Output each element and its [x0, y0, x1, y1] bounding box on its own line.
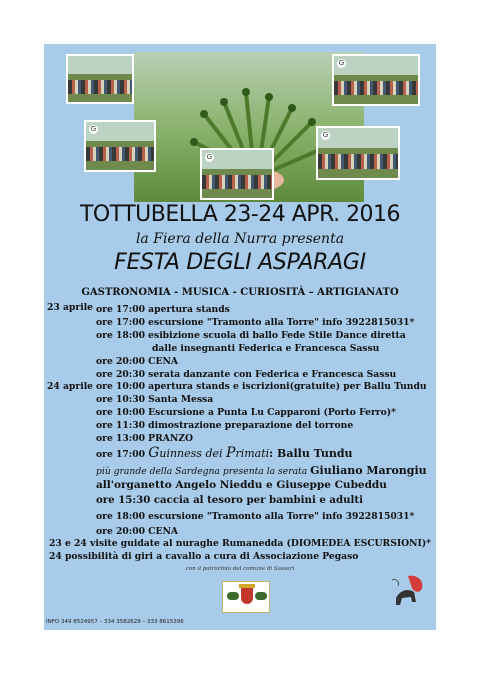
schedule-line: ore 20:00 CENA [96, 526, 179, 537]
info-phone-numbers: INFO 349 8524957 – 334 3582629 – 333 8615396 [46, 619, 184, 625]
event-poster [44, 44, 436, 630]
sassari-crest-icon [222, 581, 270, 613]
event-date-title: TOTTUBELLA 23-24 APR. 2016 [79, 202, 401, 227]
tv-logo-icon: G [338, 59, 345, 67]
event-name: FESTA DEGLI ASPARAGI [114, 250, 366, 275]
day1-label: 23 aprile [47, 302, 94, 313]
crowd-photo-center [200, 148, 274, 200]
pegaso-horse-logo-icon [386, 572, 426, 610]
extra-line: 24 possibilità di giri a cavallo a cura di Associazione Pegaso [49, 551, 359, 562]
schedule-line: ore 17:00 escursione "Tramonto alla Torre" info 3922815031* [96, 317, 415, 328]
schedule-line: ore 17:00 apertura stands [96, 304, 230, 315]
schedule-line: dalle insegnanti Federica e Francesca Sassu [152, 343, 380, 354]
schedule-line: ore 18:00 esibizione scuola di ballo Fede Stile Dance diretta [96, 330, 406, 341]
tv-logo-icon: G [206, 153, 213, 161]
schedule-line: ore 20:30 serata danzante con Federica e Francesca Sassu [96, 369, 397, 380]
crowd-photo-mid-left [84, 120, 156, 172]
categories-line: GASTRONOMIA - MUSICA - CURIOSITÀ – ARTIGIANATO [81, 287, 399, 298]
schedule-line: ore 10:30 Santa Messa [96, 394, 214, 405]
guinness-line: ore 17:00 Guinness dei Primati: Ballu Tundu [96, 445, 353, 461]
presents-line: la Fiera della Nurra presenta [135, 231, 345, 247]
schedule-line: ore 11:30 dimostrazione preparazione del torrone [96, 420, 354, 431]
extra-line: 23 e 24 visite guidate al nuraghe Rumanedda (DIOMEDEA ESCURSIONI)* [49, 538, 431, 549]
schedule-line: ore 20:00 CENA [96, 356, 179, 367]
schedule-line: ore 10:00 apertura stands e iscrizioni(gratuite) per Ballu Tundu [96, 381, 427, 392]
schedule-line: ore 10:00 Escursione a Punta Lu Capparoni (Porto Ferro)* [96, 407, 396, 418]
schedule-line: ore 18:00 escursione "Tramonto alla Torre" info 3922815031* [96, 511, 415, 522]
performer-line: più grande della Sardegna presenta la serata Giuliano Marongiu [96, 464, 427, 477]
crowd-photo-top-right [332, 54, 420, 106]
tv-logo-icon: G [322, 131, 329, 139]
crowd-photo-top-left [66, 54, 134, 104]
patronage-note: con il patrocinio del comune di Sassari [185, 566, 295, 572]
tv-logo-icon: G [90, 125, 97, 133]
schedule-line: ore 15:30 caccia al tesoro per bambini e adulti [96, 494, 363, 506]
crowd-photo-mid-right [316, 126, 400, 180]
schedule-line: ore 13:00 PRANZO [96, 433, 193, 444]
organetto-line: all'organetto Angelo Nieddu e Giuseppe Cubeddu [96, 479, 387, 491]
day2-label: 24 aprile [47, 381, 94, 392]
